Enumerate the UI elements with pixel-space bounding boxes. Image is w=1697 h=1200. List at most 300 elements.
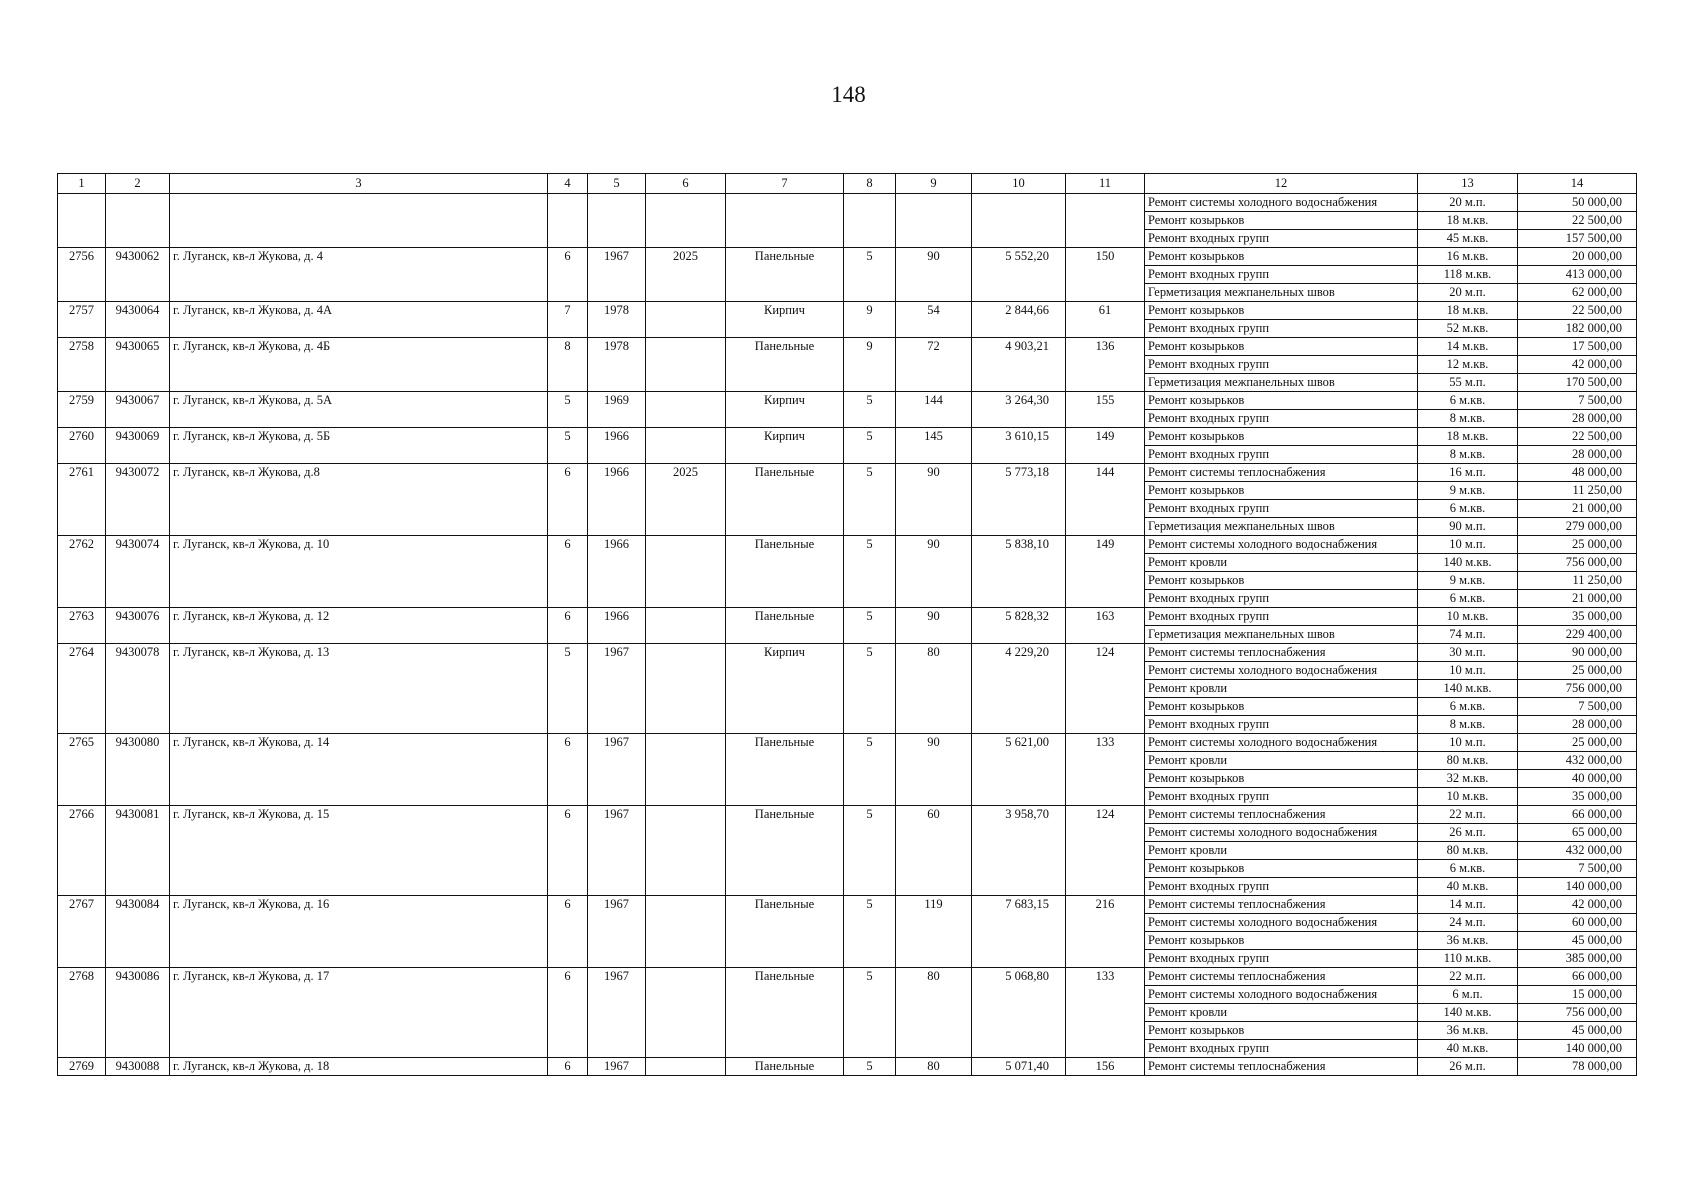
work-name: Ремонт системы теплоснабжения (1145, 968, 1418, 986)
column-number-2: 2 (106, 174, 170, 194)
wall-material: Панельные (726, 968, 844, 1058)
work-cost: 170 500,00 (1518, 374, 1637, 392)
area: 3 958,70 (972, 806, 1066, 896)
area (972, 194, 1066, 248)
plan-year (646, 302, 726, 338)
building-code: 9430069 (106, 428, 170, 464)
building-code: 9430072 (106, 464, 170, 536)
work-cost: 432 000,00 (1518, 752, 1637, 770)
work-cost: 140 000,00 (1518, 1040, 1637, 1058)
work-cost: 62 000,00 (1518, 284, 1637, 302)
work-name: Герметизация межпанельных швов (1145, 374, 1418, 392)
work-quantity: 10 м.кв. (1418, 788, 1518, 806)
wall-material: Панельные (726, 896, 844, 968)
building-code: 9430076 (106, 608, 170, 644)
work-cost: 48 000,00 (1518, 464, 1637, 482)
col-11-value: 144 (1066, 464, 1145, 536)
work-name: Ремонт системы теплоснабжения (1145, 806, 1418, 824)
col-11-value: 163 (1066, 608, 1145, 644)
build-year: 1967 (588, 644, 646, 734)
work-name: Ремонт входных групп (1145, 446, 1418, 464)
column-number-14: 14 (1518, 174, 1637, 194)
work-quantity: 8 м.кв. (1418, 716, 1518, 734)
work-quantity: 24 м.п. (1418, 914, 1518, 932)
work-cost: 28 000,00 (1518, 410, 1637, 428)
building-code: 9430078 (106, 644, 170, 734)
col-11-value: 124 (1066, 806, 1145, 896)
work-name: Ремонт системы теплоснабжения (1145, 464, 1418, 482)
column-number-row (58, 174, 1637, 194)
work-name: Ремонт козырьков (1145, 212, 1418, 230)
table-row (58, 644, 1637, 662)
col-4-value: 6 (548, 968, 588, 1058)
col-9-value: 80 (896, 968, 972, 1058)
col-11-value: 133 (1066, 968, 1145, 1058)
work-cost: 432 000,00 (1518, 842, 1637, 860)
work-name: Ремонт козырьков (1145, 482, 1418, 500)
plan-year (646, 194, 726, 248)
work-cost: 50 000,00 (1518, 194, 1637, 212)
col-9-value: 80 (896, 1058, 972, 1076)
build-year (588, 194, 646, 248)
work-name: Ремонт входных групп (1145, 410, 1418, 428)
work-name: Ремонт кровли (1145, 842, 1418, 860)
plan-year: 2025 (646, 464, 726, 536)
table-row (58, 464, 1637, 482)
work-cost: 756 000,00 (1518, 680, 1637, 698)
table-row (58, 734, 1637, 752)
col-11-value (1066, 194, 1145, 248)
building-code: 9430062 (106, 248, 170, 302)
floors: 5 (844, 644, 896, 734)
area: 5 071,40 (972, 1058, 1066, 1076)
area: 3 610,15 (972, 428, 1066, 464)
work-quantity: 6 м.кв. (1418, 590, 1518, 608)
work-name: Ремонт системы холодного водоснабжения (1145, 662, 1418, 680)
work-name: Ремонт козырьков (1145, 860, 1418, 878)
col-4-value: 6 (548, 806, 588, 896)
plan-year: 2025 (646, 248, 726, 302)
table-row (58, 806, 1637, 824)
work-name: Ремонт кровли (1145, 554, 1418, 572)
work-name: Герметизация межпанельных швов (1145, 284, 1418, 302)
work-quantity: 8 м.кв. (1418, 446, 1518, 464)
area: 5 773,18 (972, 464, 1066, 536)
work-cost: 25 000,00 (1518, 536, 1637, 554)
building-code: 9430086 (106, 968, 170, 1058)
floors: 5 (844, 392, 896, 428)
table-row (58, 194, 1637, 212)
work-cost: 66 000,00 (1518, 806, 1637, 824)
work-name: Ремонт системы холодного водоснабжения (1145, 194, 1418, 212)
col-11-value: 150 (1066, 248, 1145, 302)
plan-year (646, 536, 726, 608)
address: г. Луганск, кв-л Жукова, д. 17 (170, 968, 548, 1058)
work-cost: 182 000,00 (1518, 320, 1637, 338)
work-cost: 21 000,00 (1518, 500, 1637, 518)
work-cost: 42 000,00 (1518, 356, 1637, 374)
area: 5 828,32 (972, 608, 1066, 644)
build-year: 1978 (588, 338, 646, 392)
col-4-value: 6 (548, 536, 588, 608)
table-row (58, 428, 1637, 446)
floors (844, 194, 896, 248)
col-9-value (896, 194, 972, 248)
work-quantity: 14 м.п. (1418, 896, 1518, 914)
work-quantity: 10 м.п. (1418, 662, 1518, 680)
address: г. Луганск, кв-л Жукова, д. 18 (170, 1058, 548, 1076)
work-quantity: 6 м.кв. (1418, 698, 1518, 716)
build-year: 1978 (588, 302, 646, 338)
work-name: Ремонт кровли (1145, 680, 1418, 698)
work-quantity: 55 м.п. (1418, 374, 1518, 392)
col-9-value: 90 (896, 608, 972, 644)
work-quantity: 80 м.кв. (1418, 752, 1518, 770)
plan-year (646, 428, 726, 464)
work-name: Ремонт кровли (1145, 752, 1418, 770)
work-quantity: 9 м.кв. (1418, 572, 1518, 590)
table-row (58, 968, 1637, 986)
work-name: Ремонт входных групп (1145, 500, 1418, 518)
col-4-value: 6 (548, 734, 588, 806)
work-quantity: 20 м.п. (1418, 284, 1518, 302)
column-number-5: 5 (588, 174, 646, 194)
repair-register-table (57, 173, 1637, 1076)
work-quantity: 10 м.кв. (1418, 608, 1518, 626)
work-name: Ремонт входных групп (1145, 788, 1418, 806)
record-number: 2757 (58, 302, 106, 338)
build-year: 1967 (588, 1058, 646, 1076)
record-number: 2762 (58, 536, 106, 608)
table-row (58, 536, 1637, 554)
work-cost: 140 000,00 (1518, 878, 1637, 896)
wall-material: Кирпич (726, 644, 844, 734)
record-number (58, 194, 106, 248)
col-9-value: 145 (896, 428, 972, 464)
work-name: Ремонт козырьков (1145, 572, 1418, 590)
work-quantity: 18 м.кв. (1418, 212, 1518, 230)
work-quantity: 18 м.кв. (1418, 302, 1518, 320)
work-name: Ремонт козырьков (1145, 698, 1418, 716)
column-number-12: 12 (1145, 174, 1418, 194)
col-4-value: 5 (548, 644, 588, 734)
work-quantity: 36 м.кв. (1418, 1022, 1518, 1040)
work-cost: 22 500,00 (1518, 302, 1637, 320)
col-9-value: 144 (896, 392, 972, 428)
work-cost: 45 000,00 (1518, 1022, 1637, 1040)
col-9-value: 90 (896, 248, 972, 302)
plan-year (646, 392, 726, 428)
table-body (58, 194, 1637, 1076)
work-cost: 413 000,00 (1518, 266, 1637, 284)
work-quantity: 22 м.п. (1418, 968, 1518, 986)
floors: 5 (844, 464, 896, 536)
table-row (58, 248, 1637, 266)
floors: 5 (844, 734, 896, 806)
work-quantity: 9 м.кв. (1418, 482, 1518, 500)
work-cost: 35 000,00 (1518, 608, 1637, 626)
work-quantity: 140 м.кв. (1418, 680, 1518, 698)
column-number-3: 3 (170, 174, 548, 194)
table-row (58, 392, 1637, 410)
work-cost: 7 500,00 (1518, 698, 1637, 716)
column-number-7: 7 (726, 174, 844, 194)
building-code: 9430088 (106, 1058, 170, 1076)
build-year: 1967 (588, 896, 646, 968)
work-cost: 756 000,00 (1518, 1004, 1637, 1022)
building-code: 9430074 (106, 536, 170, 608)
floors: 5 (844, 608, 896, 644)
work-cost: 279 000,00 (1518, 518, 1637, 536)
col-4-value: 6 (548, 248, 588, 302)
col-11-value: 149 (1066, 536, 1145, 608)
building-code: 9430084 (106, 896, 170, 968)
address: г. Луганск, кв-л Жукова, д. 13 (170, 644, 548, 734)
wall-material: Панельные (726, 608, 844, 644)
col-9-value: 90 (896, 464, 972, 536)
table-row (58, 1058, 1637, 1076)
col-9-value: 90 (896, 536, 972, 608)
work-quantity: 140 м.кв. (1418, 1004, 1518, 1022)
col-11-value: 124 (1066, 644, 1145, 734)
work-name: Ремонт козырьков (1145, 428, 1418, 446)
work-name: Ремонт системы холодного водоснабжения (1145, 734, 1418, 752)
column-number-11: 11 (1066, 174, 1145, 194)
work-quantity: 26 м.п. (1418, 1058, 1518, 1076)
page-number: 148 (831, 82, 866, 107)
work-name: Ремонт козырьков (1145, 932, 1418, 950)
col-9-value: 90 (896, 734, 972, 806)
work-cost: 7 500,00 (1518, 392, 1637, 410)
address: г. Луганск, кв-л Жукова, д. 4 (170, 248, 548, 302)
work-quantity: 10 м.п. (1418, 536, 1518, 554)
work-name: Ремонт входных групп (1145, 878, 1418, 896)
work-name: Ремонт системы холодного водоснабжения (1145, 986, 1418, 1004)
work-cost: 45 000,00 (1518, 932, 1637, 950)
column-number-8: 8 (844, 174, 896, 194)
floors: 5 (844, 896, 896, 968)
work-name: Ремонт козырьков (1145, 302, 1418, 320)
work-name: Ремонт входных групп (1145, 266, 1418, 284)
work-quantity: 52 м.кв. (1418, 320, 1518, 338)
col-4-value: 8 (548, 338, 588, 392)
work-cost: 756 000,00 (1518, 554, 1637, 572)
record-number: 2759 (58, 392, 106, 428)
address: г. Луганск, кв-л Жукова, д. 4А (170, 302, 548, 338)
work-cost: 60 000,00 (1518, 914, 1637, 932)
work-quantity: 80 м.кв. (1418, 842, 1518, 860)
col-4-value: 6 (548, 896, 588, 968)
col-11-value: 149 (1066, 428, 1145, 464)
build-year: 1967 (588, 806, 646, 896)
address: г. Луганск, кв-л Жукова, д.8 (170, 464, 548, 536)
col-4-value (548, 194, 588, 248)
record-number: 2768 (58, 968, 106, 1058)
work-name: Ремонт системы теплоснабжения (1145, 1058, 1418, 1076)
work-cost: 22 500,00 (1518, 428, 1637, 446)
work-quantity: 12 м.кв. (1418, 356, 1518, 374)
plan-year (646, 1058, 726, 1076)
work-cost: 385 000,00 (1518, 950, 1637, 968)
col-9-value: 80 (896, 644, 972, 734)
work-cost: 21 000,00 (1518, 590, 1637, 608)
floors: 5 (844, 428, 896, 464)
build-year: 1967 (588, 734, 646, 806)
work-cost: 35 000,00 (1518, 788, 1637, 806)
area: 4 229,20 (972, 644, 1066, 734)
floors: 5 (844, 248, 896, 302)
work-name: Ремонт входных групп (1145, 716, 1418, 734)
work-cost: 22 500,00 (1518, 212, 1637, 230)
floors: 9 (844, 302, 896, 338)
col-4-value: 6 (548, 464, 588, 536)
work-quantity: 20 м.п. (1418, 194, 1518, 212)
col-4-value: 5 (548, 392, 588, 428)
col-4-value: 6 (548, 608, 588, 644)
col-11-value: 133 (1066, 734, 1145, 806)
area: 7 683,15 (972, 896, 1066, 968)
work-name: Ремонт входных групп (1145, 950, 1418, 968)
area: 3 264,30 (972, 392, 1066, 428)
work-cost: 229 400,00 (1518, 626, 1637, 644)
build-year: 1966 (588, 608, 646, 644)
address: г. Луганск, кв-л Жукова, д. 10 (170, 536, 548, 608)
address (170, 194, 548, 248)
col-11-value: 216 (1066, 896, 1145, 968)
building-code: 9430065 (106, 338, 170, 392)
work-quantity: 14 м.кв. (1418, 338, 1518, 356)
work-name: Ремонт системы холодного водоснабжения (1145, 536, 1418, 554)
building-code: 9430080 (106, 734, 170, 806)
work-quantity: 110 м.кв. (1418, 950, 1518, 968)
col-11-value: 61 (1066, 302, 1145, 338)
plan-year (646, 968, 726, 1058)
build-year: 1966 (588, 464, 646, 536)
record-number: 2761 (58, 464, 106, 536)
col-9-value: 72 (896, 338, 972, 392)
record-number: 2769 (58, 1058, 106, 1076)
work-quantity: 30 м.п. (1418, 644, 1518, 662)
work-cost: 15 000,00 (1518, 986, 1637, 1004)
build-year: 1969 (588, 392, 646, 428)
work-quantity: 10 м.п. (1418, 734, 1518, 752)
column-number-4: 4 (548, 174, 588, 194)
plan-year (646, 608, 726, 644)
record-number: 2758 (58, 338, 106, 392)
col-9-value: 60 (896, 806, 972, 896)
wall-material: Панельные (726, 734, 844, 806)
col-9-value: 119 (896, 896, 972, 968)
building-code: 9430064 (106, 302, 170, 338)
area: 4 903,21 (972, 338, 1066, 392)
work-name: Ремонт козырьков (1145, 1022, 1418, 1040)
table-row (58, 608, 1637, 626)
floors: 5 (844, 536, 896, 608)
work-quantity: 22 м.п. (1418, 806, 1518, 824)
work-name: Ремонт входных групп (1145, 356, 1418, 374)
work-cost: 65 000,00 (1518, 824, 1637, 842)
wall-material: Панельные (726, 338, 844, 392)
work-cost: 20 000,00 (1518, 248, 1637, 266)
col-11-value: 136 (1066, 338, 1145, 392)
work-quantity: 32 м.кв. (1418, 770, 1518, 788)
work-name: Ремонт входных групп (1145, 608, 1418, 626)
work-name: Ремонт системы холодного водоснабжения (1145, 824, 1418, 842)
build-year: 1966 (588, 536, 646, 608)
building-code: 9430067 (106, 392, 170, 428)
col-4-value: 7 (548, 302, 588, 338)
wall-material: Панельные (726, 806, 844, 896)
wall-material: Кирпич (726, 428, 844, 464)
address: г. Луганск, кв-л Жукова, д. 5А (170, 392, 548, 428)
work-quantity: 90 м.п. (1418, 518, 1518, 536)
column-number-1: 1 (58, 174, 106, 194)
work-cost: 42 000,00 (1518, 896, 1637, 914)
work-cost: 11 250,00 (1518, 572, 1637, 590)
record-number: 2764 (58, 644, 106, 734)
work-quantity: 16 м.кв. (1418, 248, 1518, 266)
work-name: Ремонт входных групп (1145, 590, 1418, 608)
col-4-value: 6 (548, 1058, 588, 1076)
wall-material: Панельные (726, 1058, 844, 1076)
work-quantity: 6 м.кв. (1418, 860, 1518, 878)
table-row (58, 896, 1637, 914)
work-quantity: 16 м.п. (1418, 464, 1518, 482)
plan-year (646, 896, 726, 968)
wall-material: Кирпич (726, 302, 844, 338)
record-number: 2765 (58, 734, 106, 806)
floors: 5 (844, 968, 896, 1058)
address: г. Луганск, кв-л Жукова, д. 16 (170, 896, 548, 968)
work-name: Ремонт системы холодного водоснабжения (1145, 914, 1418, 932)
work-name: Ремонт козырьков (1145, 338, 1418, 356)
record-number: 2760 (58, 428, 106, 464)
work-quantity: 36 м.кв. (1418, 932, 1518, 950)
plan-year (646, 644, 726, 734)
column-number-10: 10 (972, 174, 1066, 194)
work-name: Ремонт козырьков (1145, 392, 1418, 410)
area: 5 838,10 (972, 536, 1066, 608)
wall-material (726, 194, 844, 248)
plan-year (646, 338, 726, 392)
wall-material: Панельные (726, 248, 844, 302)
floors: 9 (844, 338, 896, 392)
col-11-value: 155 (1066, 392, 1145, 428)
col-11-value: 156 (1066, 1058, 1145, 1076)
work-cost: 157 500,00 (1518, 230, 1637, 248)
plan-year (646, 806, 726, 896)
area: 5 552,20 (972, 248, 1066, 302)
work-quantity: 74 м.п. (1418, 626, 1518, 644)
wall-material: Панельные (726, 536, 844, 608)
building-code (106, 194, 170, 248)
work-name: Ремонт козырьков (1145, 248, 1418, 266)
record-number: 2766 (58, 806, 106, 896)
column-number-6: 6 (646, 174, 726, 194)
work-cost: 17 500,00 (1518, 338, 1637, 356)
work-name: Ремонт системы теплоснабжения (1145, 644, 1418, 662)
column-number-9: 9 (896, 174, 972, 194)
work-quantity: 140 м.кв. (1418, 554, 1518, 572)
column-number-13: 13 (1418, 174, 1518, 194)
work-name: Герметизация межпанельных швов (1145, 518, 1418, 536)
area: 5 621,00 (972, 734, 1066, 806)
work-cost: 28 000,00 (1518, 716, 1637, 734)
work-name: Герметизация межпанельных швов (1145, 626, 1418, 644)
work-cost: 11 250,00 (1518, 482, 1637, 500)
build-year: 1967 (588, 968, 646, 1058)
plan-year (646, 734, 726, 806)
